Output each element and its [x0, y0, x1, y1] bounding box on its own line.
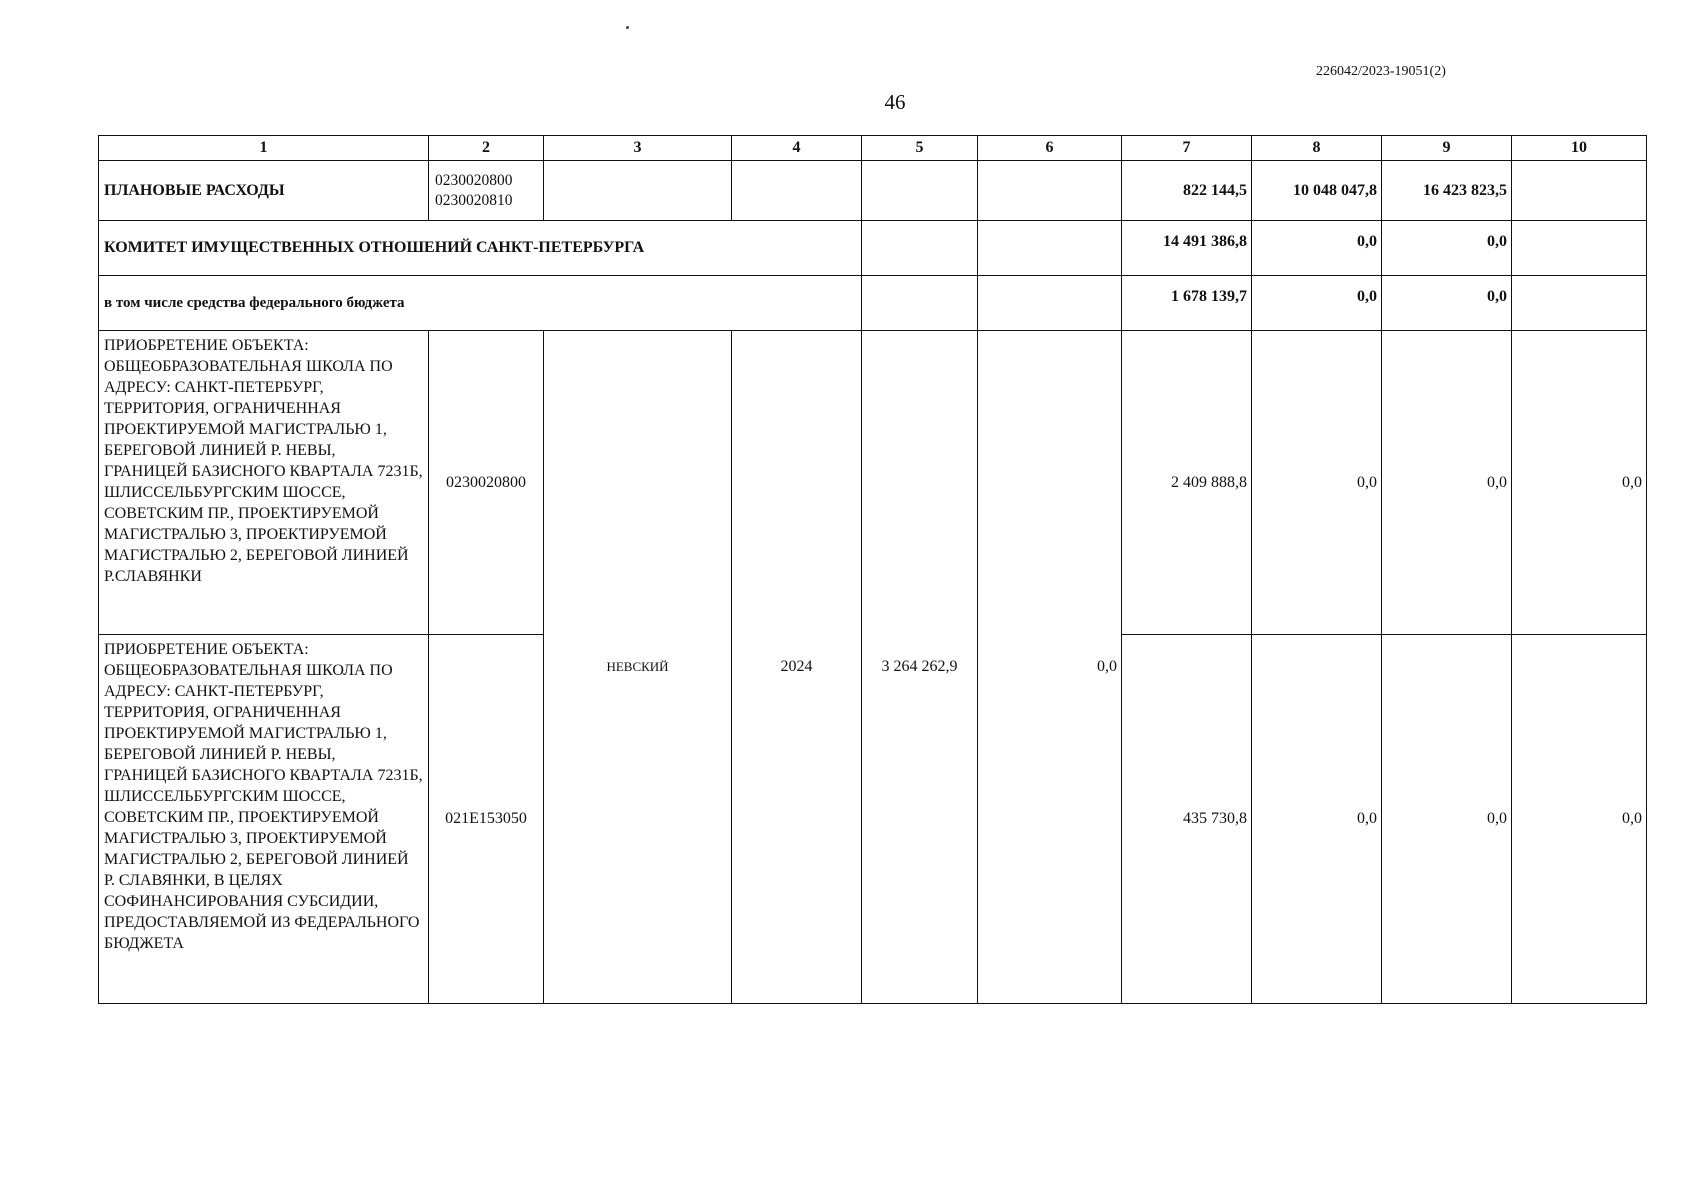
column-header: 3	[544, 136, 732, 161]
object-1-c9: 0,0	[1382, 331, 1512, 635]
empty-cell	[862, 221, 978, 276]
page-number: 46	[884, 90, 906, 114]
scan-speck	[626, 26, 629, 29]
object-1-c8: 0,0	[1252, 331, 1382, 635]
planned-c8: 10 048 047,8	[1252, 161, 1382, 221]
column-header: 1	[99, 136, 429, 161]
empty-cell	[544, 161, 732, 221]
code-line: 0230020800	[435, 171, 513, 189]
object-2-c9: 0,0	[1382, 635, 1512, 1004]
object-2-c10: 0,0	[1512, 635, 1647, 1004]
object-2-c8: 0,0	[1252, 635, 1382, 1004]
table-row-object-1	[99, 331, 1647, 635]
object-1-c10: 0,0	[1512, 331, 1647, 635]
federal-c9: 0,0	[1382, 276, 1512, 331]
column-header: 2	[429, 136, 544, 161]
column-header: 7	[1122, 136, 1252, 161]
object-2-code: 021E153050	[429, 635, 544, 1004]
column-header: 9	[1382, 136, 1512, 161]
planned-expenses-codes	[429, 161, 544, 221]
planned-expenses-label: ПЛАНОВЫЕ РАСХОДЫ	[99, 161, 429, 221]
empty-cell	[978, 276, 1122, 331]
object-2-description: ПРИОБРЕТЕНИЕ ОБЪЕКТА: ОБЩЕОБРАЗОВАТЕЛЬНАЯ ШКОЛА ПО АДРЕСУ: САНКТ-ПЕТЕРБУРГ, ТЕРРИТОРИЯ, ОГРАНИЧЕННАЯ ПРОЕКТИРУЕМОЙ МАГИСТРАЛЬЮ 1, БЕРЕГОВОЙ ЛИНИЕЙ Р. НЕВЫ, ГРАНИЦЕЙ БАЗИСНОГО КВАРТАЛА 7231Б, ШЛИССЕЛЬБУРГСКИМ ШОССЕ, СОВЕТСКИМ ПР., ПРОЕКТИРУЕМОЙ МАГИСТРАЛЬЮ 3, ПРОЕКТИРУЕМОЙ МАГИСТРАЛЬЮ 2, БЕРЕГОВОЙ ЛИНИЕЙ Р. СЛАВЯНКИ, В ЦЕЛЯХ СОФИНАНСИРОВАНИЯ СУБСИДИИ, ПРЕДОСТАВЛЯЕМОЙ ИЗ ФЕДЕРАЛЬНОГО БЮДЖЕТА	[99, 635, 429, 1004]
year-cell: 2024	[732, 331, 862, 1004]
empty-cell	[1512, 276, 1647, 331]
committee-c7: 14 491 386,8	[1122, 221, 1252, 276]
empty-cell	[862, 161, 978, 221]
cost-cell: 3 264 262,9	[862, 331, 978, 1004]
column-header: 4	[732, 136, 862, 161]
object-1-description: ПРИОБРЕТЕНИЕ ОБЪЕКТА: ОБЩЕОБРАЗОВАТЕЛЬНАЯ ШКОЛА ПО АДРЕСУ: САНКТ-ПЕТЕРБУРГ, ТЕРРИТОРИЯ, ОГРАНИЧЕННАЯ ПРОЕКТИРУЕМОЙ МАГИСТРАЛЬЮ 1, БЕРЕГОВОЙ ЛИНИЕЙ Р. НЕВЫ, ГРАНИЦЕЙ БАЗИСНОГО КВАРТАЛА 7231Б, ШЛИССЕЛЬБУРГСКИМ ШОССЕ, СОВЕТСКИМ ПР., ПРОЕКТИРУЕМОЙ МАГИСТРАЛЬЮ 3, ПРОЕКТИРУЕМОЙ МАГИСТРАЛЬЮ 2, БЕРЕГОВОЙ ЛИНИЕЙ Р.СЛАВЯНКИ	[99, 331, 429, 635]
committee-c8: 0,0	[1252, 221, 1382, 276]
column-header: 10	[1512, 136, 1647, 161]
column-number-row	[99, 136, 1647, 161]
empty-cell	[978, 221, 1122, 276]
committee-label: КОМИТЕТ ИМУЩЕСТВЕННЫХ ОТНОШЕНИЙ САНКТ-ПЕТЕРБУРГА	[99, 221, 862, 276]
column-header: 8	[1252, 136, 1382, 161]
committee-c9: 0,0	[1382, 221, 1512, 276]
federal-c7: 1 678 139,7	[1122, 276, 1252, 331]
federal-label: в том числе средства федерального бюджета	[99, 276, 862, 331]
empty-cell	[1512, 221, 1647, 276]
table-row-committee	[99, 221, 1647, 276]
table-row-federal	[99, 276, 1647, 331]
c6-cell: 0,0	[978, 331, 1122, 1004]
empty-cell	[732, 161, 862, 221]
federal-c8: 0,0	[1252, 276, 1382, 331]
object-1-code: 0230020800	[429, 331, 544, 635]
planned-c7: 822 144,5	[1122, 161, 1252, 221]
column-header: 5	[862, 136, 978, 161]
code-line: 0230020810	[435, 191, 513, 209]
budget-table	[98, 135, 1647, 1004]
object-2-c7: 435 730,8	[1122, 635, 1252, 1004]
empty-cell	[862, 276, 978, 331]
document-id: 226042/2023-19051(2)	[1316, 64, 1446, 79]
table-row-planned-expenses	[99, 161, 1647, 221]
empty-cell	[1512, 161, 1647, 221]
empty-cell	[978, 161, 1122, 221]
object-1-c7: 2 409 888,8	[1122, 331, 1252, 635]
planned-c9: 16 423 823,5	[1382, 161, 1512, 221]
district-cell: НЕВСКИЙ	[544, 331, 732, 1004]
column-header: 6	[978, 136, 1122, 161]
